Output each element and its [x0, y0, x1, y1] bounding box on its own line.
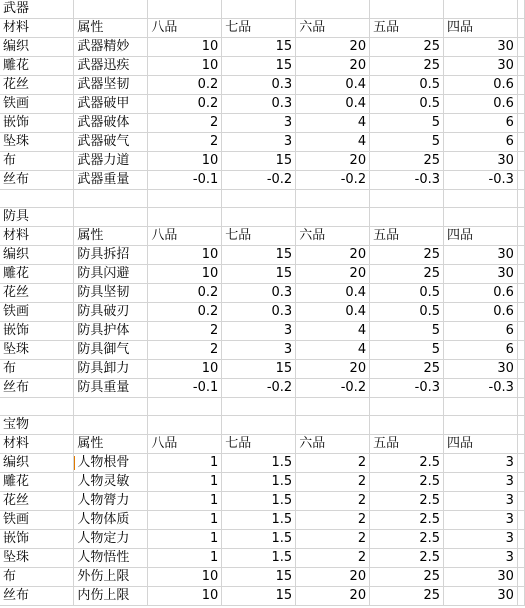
material-cell[interactable]: 坠珠	[0, 133, 74, 152]
attribute-cell[interactable]: 防具拆招	[74, 246, 148, 265]
table-row	[0, 152, 525, 171]
value-cell[interactable]: 2	[296, 549, 370, 568]
empty-cell[interactable]	[517, 549, 524, 568]
empty-cell[interactable]	[517, 265, 524, 284]
material-cell[interactable]: 丝布	[0, 379, 74, 398]
empty-cell[interactable]	[517, 360, 524, 379]
section-title-row	[0, 208, 525, 227]
empty-cell[interactable]	[0, 398, 74, 416]
attribute-cell[interactable]: 防具护体	[74, 322, 148, 341]
empty-cell[interactable]	[517, 341, 524, 360]
attribute-cell[interactable]: 武器坚韧	[74, 76, 148, 95]
empty-cell[interactable]	[370, 190, 444, 208]
empty-cell[interactable]	[148, 416, 222, 435]
empty-cell[interactable]	[517, 0, 524, 19]
material-cell[interactable]: 布	[0, 360, 74, 379]
column-header[interactable]: 六品	[296, 19, 370, 38]
value-cell[interactable]: 0.2	[148, 284, 222, 303]
value-cell[interactable]: 10	[148, 152, 222, 171]
value-cell[interactable]: 20	[296, 360, 370, 379]
column-header[interactable]: 七品	[222, 19, 296, 38]
value-cell[interactable]: -0.3	[444, 379, 518, 398]
section-title-row	[0, 416, 525, 435]
attribute-cell[interactable]: 防具闪避	[74, 265, 148, 284]
blank-row	[0, 190, 525, 208]
value-cell[interactable]: 0.3	[222, 284, 296, 303]
empty-cell[interactable]	[517, 473, 524, 492]
column-header[interactable]: 五品	[370, 435, 444, 454]
value-cell[interactable]: 2	[148, 133, 222, 152]
empty-cell[interactable]	[517, 416, 524, 435]
empty-cell[interactable]	[222, 398, 296, 416]
value-cell[interactable]: 15	[222, 152, 296, 171]
table-row	[0, 341, 525, 360]
value-cell[interactable]: 20	[296, 38, 370, 57]
material-cell[interactable]: 编织	[0, 38, 74, 57]
column-header[interactable]: 四品	[444, 19, 518, 38]
value-cell[interactable]: 2	[296, 454, 370, 473]
column-header[interactable]: 材料	[0, 227, 74, 246]
column-header[interactable]: 五品	[370, 227, 444, 246]
empty-cell[interactable]	[517, 492, 524, 511]
column-header[interactable]: 材料	[0, 19, 74, 38]
value-cell[interactable]: 1	[148, 473, 222, 492]
value-cell[interactable]: 10	[148, 246, 222, 265]
column-header[interactable]: 属性	[74, 227, 148, 246]
section-title[interactable]: 武器	[0, 0, 74, 19]
value-cell[interactable]: 5	[370, 341, 444, 360]
material-cell[interactable]: 坠珠	[0, 341, 74, 360]
empty-cell[interactable]	[517, 190, 524, 208]
empty-cell[interactable]	[517, 246, 524, 265]
empty-cell[interactable]	[444, 398, 518, 416]
value-cell[interactable]: 10	[148, 57, 222, 76]
empty-cell[interactable]	[444, 208, 518, 227]
empty-cell[interactable]	[370, 208, 444, 227]
column-header[interactable]: 六品	[296, 435, 370, 454]
value-cell[interactable]: 15	[222, 57, 296, 76]
material-cell[interactable]: 铁画	[0, 95, 74, 114]
table-row	[0, 492, 525, 511]
value-cell[interactable]: 20	[296, 568, 370, 587]
value-cell[interactable]: 0.5	[370, 76, 444, 95]
attribute-cell[interactable]: 武器破甲	[74, 95, 148, 114]
value-cell[interactable]: 0.2	[148, 303, 222, 322]
value-cell[interactable]: 2.5	[370, 530, 444, 549]
value-cell[interactable]: 0.6	[444, 303, 518, 322]
empty-cell[interactable]	[517, 284, 524, 303]
empty-cell[interactable]	[148, 0, 222, 19]
value-cell[interactable]: 25	[370, 38, 444, 57]
value-cell[interactable]: 6	[444, 322, 518, 341]
value-cell[interactable]: 0.3	[222, 303, 296, 322]
empty-cell[interactable]	[517, 227, 524, 246]
section-title[interactable]: 防具	[0, 208, 74, 227]
material-cell[interactable]: 布	[0, 568, 74, 587]
value-cell[interactable]: 2.5	[370, 492, 444, 511]
attribute-cell[interactable]: 人物悟性	[74, 549, 148, 568]
attribute-cell[interactable]: 内伤上限	[74, 587, 148, 606]
value-cell[interactable]: 5	[370, 133, 444, 152]
value-cell[interactable]: 0.4	[296, 284, 370, 303]
value-cell[interactable]: 4	[296, 133, 370, 152]
attribute-cell[interactable]: 防具坚韧	[74, 284, 148, 303]
empty-cell[interactable]	[517, 95, 524, 114]
empty-cell[interactable]	[296, 0, 370, 19]
table-row	[0, 57, 525, 76]
table-row	[0, 322, 525, 341]
attribute-cell[interactable]: 人物体质	[74, 511, 148, 530]
empty-cell[interactable]	[517, 208, 524, 227]
value-cell[interactable]: 0.4	[296, 95, 370, 114]
section-title[interactable]: 宝物	[0, 416, 74, 435]
value-cell[interactable]: 20	[296, 246, 370, 265]
value-cell[interactable]: 30	[444, 246, 518, 265]
value-cell[interactable]: 15	[222, 587, 296, 606]
value-cell[interactable]: 25	[370, 587, 444, 606]
attribute-cell[interactable]: 人物灵敏	[74, 473, 148, 492]
value-cell[interactable]: 0.3	[222, 76, 296, 95]
value-cell[interactable]: 0.5	[370, 284, 444, 303]
header-row	[0, 19, 525, 38]
table-row	[0, 473, 525, 492]
value-cell[interactable]: 3	[222, 341, 296, 360]
value-cell[interactable]: 3	[222, 133, 296, 152]
table-row	[0, 265, 525, 284]
material-cell[interactable]: 编织	[0, 246, 74, 265]
value-cell[interactable]: 30	[444, 265, 518, 284]
value-cell[interactable]: 1.5	[222, 492, 296, 511]
empty-cell[interactable]	[517, 152, 524, 171]
attribute-cell[interactable]: 人物膂力	[74, 492, 148, 511]
attribute-cell[interactable]: 武器破气	[74, 133, 148, 152]
empty-cell[interactable]	[517, 303, 524, 322]
value-cell[interactable]: 30	[444, 152, 518, 171]
section-title-row	[0, 0, 525, 19]
empty-cell[interactable]	[444, 190, 518, 208]
empty-cell[interactable]	[74, 398, 148, 416]
value-cell[interactable]: 0.4	[296, 76, 370, 95]
empty-cell[interactable]	[222, 0, 296, 19]
value-cell[interactable]: -0.1	[148, 171, 222, 190]
value-cell[interactable]: 30	[444, 587, 518, 606]
attribute-cell[interactable]: 人物根骨	[74, 454, 148, 473]
value-cell[interactable]: 15	[222, 38, 296, 57]
value-cell[interactable]: 1	[148, 549, 222, 568]
table-row	[0, 530, 525, 549]
table-row	[0, 133, 525, 152]
value-cell[interactable]: -0.3	[370, 379, 444, 398]
value-cell[interactable]: 10	[148, 265, 222, 284]
material-cell[interactable]: 铁画	[0, 303, 74, 322]
empty-cell[interactable]	[444, 0, 518, 19]
value-cell[interactable]: 10	[148, 360, 222, 379]
header-row	[0, 435, 525, 454]
value-cell[interactable]: 1	[148, 511, 222, 530]
value-cell[interactable]: 20	[296, 265, 370, 284]
column-header[interactable]: 八品	[148, 435, 222, 454]
table-row	[0, 360, 525, 379]
empty-cell[interactable]	[222, 416, 296, 435]
value-cell[interactable]: 15	[222, 568, 296, 587]
value-cell[interactable]: 1	[148, 530, 222, 549]
value-cell[interactable]: 0.6	[444, 76, 518, 95]
material-cell[interactable]: 嵌饰	[0, 322, 74, 341]
empty-cell[interactable]	[517, 568, 524, 587]
value-cell[interactable]: 0.3	[222, 95, 296, 114]
material-cell[interactable]: 雕花	[0, 473, 74, 492]
empty-cell[interactable]	[296, 208, 370, 227]
empty-cell[interactable]	[444, 416, 518, 435]
material-cell[interactable]: 丝布	[0, 171, 74, 190]
table-row	[0, 587, 525, 606]
value-cell[interactable]: 20	[296, 152, 370, 171]
value-cell[interactable]: 1.5	[222, 454, 296, 473]
table-row	[0, 454, 525, 473]
value-cell[interactable]: 2	[148, 341, 222, 360]
value-cell[interactable]: 10	[148, 38, 222, 57]
empty-cell[interactable]	[517, 133, 524, 152]
attribute-cell[interactable]: 武器精妙	[74, 38, 148, 57]
value-cell[interactable]: 1	[148, 454, 222, 473]
value-cell[interactable]: 3	[444, 492, 518, 511]
table-row	[0, 549, 525, 568]
empty-cell[interactable]	[517, 435, 524, 454]
material-cell[interactable]: 铁画	[0, 511, 74, 530]
material-cell[interactable]: 丝布	[0, 587, 74, 606]
value-cell[interactable]: 2	[148, 322, 222, 341]
empty-cell[interactable]	[74, 208, 148, 227]
empty-cell[interactable]	[222, 190, 296, 208]
attribute-cell[interactable]: 武器破体	[74, 114, 148, 133]
value-cell[interactable]: -0.2	[222, 171, 296, 190]
empty-cell[interactable]	[517, 398, 524, 416]
empty-cell[interactable]	[148, 398, 222, 416]
column-header[interactable]: 属性	[74, 19, 148, 38]
empty-cell[interactable]	[74, 0, 148, 19]
table-row	[0, 114, 525, 133]
material-cell[interactable]: 花丝	[0, 492, 74, 511]
table-row	[0, 568, 525, 587]
value-cell[interactable]: 25	[370, 246, 444, 265]
value-cell[interactable]: 2.5	[370, 511, 444, 530]
value-cell[interactable]: 2	[296, 530, 370, 549]
table-row	[0, 171, 525, 190]
value-cell[interactable]: 0.5	[370, 95, 444, 114]
attribute-cell[interactable]: 防具重量	[74, 379, 148, 398]
empty-cell[interactable]	[148, 190, 222, 208]
value-cell[interactable]: 0.2	[148, 95, 222, 114]
value-cell[interactable]: 5	[370, 322, 444, 341]
value-cell[interactable]: 2	[148, 114, 222, 133]
attribute-cell[interactable]: 外伤上限	[74, 568, 148, 587]
value-cell[interactable]: 2.5	[370, 549, 444, 568]
value-cell[interactable]: 6	[444, 114, 518, 133]
value-cell[interactable]: 20	[296, 587, 370, 606]
empty-cell[interactable]	[0, 190, 74, 208]
material-cell[interactable]: 嵌饰	[0, 530, 74, 549]
value-cell[interactable]: -0.1	[148, 379, 222, 398]
empty-cell[interactable]	[517, 511, 524, 530]
value-cell[interactable]: -0.2	[296, 379, 370, 398]
attribute-cell[interactable]: 武器重量	[74, 171, 148, 190]
empty-cell[interactable]	[370, 0, 444, 19]
blank-row	[0, 398, 525, 416]
column-header[interactable]: 七品	[222, 435, 296, 454]
value-cell[interactable]: 30	[444, 360, 518, 379]
value-cell[interactable]: 10	[148, 568, 222, 587]
value-cell[interactable]: 1.5	[222, 549, 296, 568]
attribute-cell[interactable]: 防具御气	[74, 341, 148, 360]
value-cell[interactable]: 6	[444, 341, 518, 360]
value-cell[interactable]: 3	[444, 473, 518, 492]
empty-cell[interactable]	[517, 530, 524, 549]
value-cell[interactable]: 6	[444, 133, 518, 152]
value-cell[interactable]: 25	[370, 265, 444, 284]
value-cell[interactable]: -0.3	[444, 171, 518, 190]
value-cell[interactable]: 2	[296, 473, 370, 492]
material-cell[interactable]: 坠珠	[0, 549, 74, 568]
value-cell[interactable]: 3	[444, 530, 518, 549]
material-cell[interactable]: 编织	[0, 454, 74, 473]
table-row	[0, 379, 525, 398]
empty-cell[interactable]	[517, 171, 524, 190]
table-row	[0, 303, 525, 322]
text-cursor	[74, 456, 75, 470]
value-cell[interactable]: 15	[222, 246, 296, 265]
value-cell[interactable]: 4	[296, 322, 370, 341]
value-cell[interactable]: 25	[370, 152, 444, 171]
column-header[interactable]: 四品	[444, 227, 518, 246]
table-row	[0, 76, 525, 95]
empty-cell[interactable]	[517, 322, 524, 341]
table-row	[0, 246, 525, 265]
column-header[interactable]: 属性	[74, 435, 148, 454]
value-cell[interactable]: 0.5	[370, 303, 444, 322]
empty-cell[interactable]	[370, 398, 444, 416]
value-cell[interactable]: 25	[370, 568, 444, 587]
value-cell[interactable]: -0.2	[296, 171, 370, 190]
material-cell[interactable]: 花丝	[0, 284, 74, 303]
column-header[interactable]: 七品	[222, 227, 296, 246]
attribute-cell[interactable]: 防具卸力	[74, 360, 148, 379]
value-cell[interactable]: 2	[296, 492, 370, 511]
empty-cell[interactable]	[370, 416, 444, 435]
empty-cell[interactable]	[517, 19, 524, 38]
value-cell[interactable]: 1	[148, 492, 222, 511]
value-cell[interactable]: -0.3	[370, 171, 444, 190]
value-cell[interactable]: 3	[444, 549, 518, 568]
value-cell[interactable]: 2.5	[370, 454, 444, 473]
empty-cell[interactable]	[517, 76, 524, 95]
material-cell[interactable]: 花丝	[0, 76, 74, 95]
empty-cell[interactable]	[296, 398, 370, 416]
value-cell[interactable]: 10	[148, 587, 222, 606]
value-cell[interactable]: -0.2	[222, 379, 296, 398]
value-cell[interactable]: 30	[444, 38, 518, 57]
value-cell[interactable]: 0.6	[444, 284, 518, 303]
empty-cell[interactable]	[74, 190, 148, 208]
value-cell[interactable]: 0.2	[148, 76, 222, 95]
table-row	[0, 284, 525, 303]
attribute-cell[interactable]: 武器迅疾	[74, 57, 148, 76]
value-cell[interactable]: 30	[444, 568, 518, 587]
value-cell[interactable]: 4	[296, 114, 370, 133]
table-row	[0, 38, 525, 57]
attribute-cell[interactable]: 人物定力	[74, 530, 148, 549]
table-row	[0, 95, 525, 114]
value-cell[interactable]: 25	[370, 57, 444, 76]
column-header[interactable]: 八品	[148, 227, 222, 246]
value-cell[interactable]: 3	[222, 322, 296, 341]
value-cell[interactable]: 20	[296, 57, 370, 76]
empty-cell[interactable]	[517, 38, 524, 57]
value-cell[interactable]: 2	[296, 511, 370, 530]
header-row	[0, 227, 525, 246]
column-header[interactable]: 材料	[0, 435, 74, 454]
column-header[interactable]: 四品	[444, 435, 518, 454]
material-cell[interactable]: 雕花	[0, 57, 74, 76]
value-cell[interactable]: 15	[222, 360, 296, 379]
value-cell[interactable]: 5	[370, 114, 444, 133]
empty-cell[interactable]	[517, 454, 524, 473]
empty-cell[interactable]	[296, 416, 370, 435]
value-cell[interactable]: 25	[370, 360, 444, 379]
value-cell[interactable]: 30	[444, 57, 518, 76]
column-header[interactable]: 六品	[296, 227, 370, 246]
empty-cell[interactable]	[517, 114, 524, 133]
column-header[interactable]: 八品	[148, 19, 222, 38]
value-cell[interactable]: 3	[444, 454, 518, 473]
empty-cell[interactable]	[148, 208, 222, 227]
value-cell[interactable]: 15	[222, 265, 296, 284]
column-header[interactable]: 五品	[370, 19, 444, 38]
material-cell[interactable]: 雕花	[0, 265, 74, 284]
value-cell[interactable]: 1.5	[222, 511, 296, 530]
value-cell[interactable]: 4	[296, 341, 370, 360]
empty-cell[interactable]	[74, 416, 148, 435]
empty-cell[interactable]	[517, 587, 524, 606]
material-cell[interactable]: 嵌饰	[0, 114, 74, 133]
material-cell[interactable]: 布	[0, 152, 74, 171]
empty-cell[interactable]	[296, 190, 370, 208]
attribute-cell[interactable]: 防具破刃	[74, 303, 148, 322]
value-cell[interactable]: 2.5	[370, 473, 444, 492]
value-cell[interactable]: 3	[444, 511, 518, 530]
value-cell[interactable]: 0.4	[296, 303, 370, 322]
empty-cell[interactable]	[517, 57, 524, 76]
empty-cell[interactable]	[222, 208, 296, 227]
attribute-cell[interactable]: 武器力道	[74, 152, 148, 171]
value-cell[interactable]: 0.6	[444, 95, 518, 114]
table-row	[0, 511, 525, 530]
empty-cell[interactable]	[517, 379, 524, 398]
value-cell[interactable]: 1.5	[222, 473, 296, 492]
value-cell[interactable]: 3	[222, 114, 296, 133]
value-cell[interactable]: 1.5	[222, 530, 296, 549]
